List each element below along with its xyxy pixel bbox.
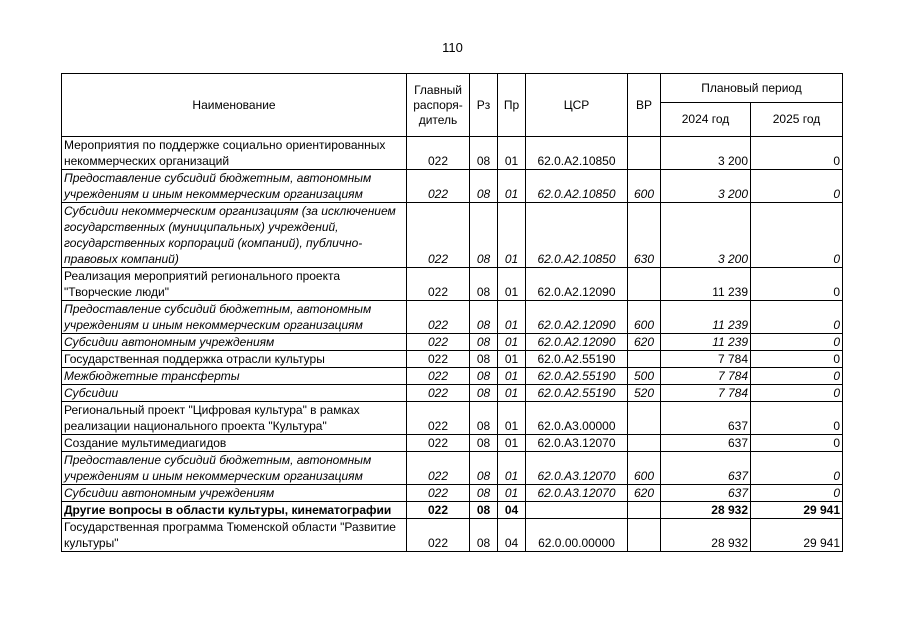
- cell-csr: 62.0.А2.12090: [526, 268, 628, 301]
- cell-rz: 08: [470, 334, 498, 351]
- cell-rz: 08: [470, 170, 498, 203]
- cell-pr: 01: [498, 368, 526, 385]
- cell-csr: 62.0.А2.12090: [526, 334, 628, 351]
- cell-admin: 022: [407, 385, 470, 402]
- cell-pr: 01: [498, 334, 526, 351]
- table-body: [62, 137, 843, 552]
- cell-2024: 7 784: [661, 368, 751, 385]
- cell-name: Субсидии автономным учреждениям: [62, 334, 407, 351]
- cell-2024: 637: [661, 402, 751, 435]
- cell-pr: 01: [498, 170, 526, 203]
- cell-pr: 01: [498, 203, 526, 268]
- cell-vr: [628, 502, 661, 519]
- table-row: [62, 368, 843, 385]
- cell-2024: 637: [661, 452, 751, 485]
- cell-admin: 022: [407, 402, 470, 435]
- cell-2024: 3 200: [661, 203, 751, 268]
- table-row: [62, 137, 843, 170]
- table-row: [62, 502, 843, 519]
- table-row: [62, 402, 843, 435]
- cell-2025: 0: [751, 301, 843, 334]
- cell-rz: 08: [470, 137, 498, 170]
- cell-2025: 0: [751, 452, 843, 485]
- cell-vr: [628, 435, 661, 452]
- cell-admin: 022: [407, 203, 470, 268]
- cell-name: Предоставление субсидий бюджетным, автономным учреждениям и иным некоммерческим организациям: [62, 301, 407, 334]
- cell-name: Предоставление субсидий бюджетным, автономным учреждениям и иным некоммерческим организациям: [62, 170, 407, 203]
- cell-rz: 08: [470, 519, 498, 552]
- cell-csr: 62.0.А2.10850: [526, 137, 628, 170]
- cell-pr: 01: [498, 485, 526, 502]
- cell-2025: 29 941: [751, 519, 843, 552]
- header-csr: ЦСР: [526, 74, 628, 137]
- cell-csr: 62.0.А2.10850: [526, 203, 628, 268]
- cell-csr: 62.0.А3.12070: [526, 452, 628, 485]
- cell-vr: [628, 137, 661, 170]
- cell-pr: 01: [498, 385, 526, 402]
- table-row: [62, 385, 843, 402]
- table-row: [62, 519, 843, 552]
- cell-admin: 022: [407, 519, 470, 552]
- cell-pr: 01: [498, 351, 526, 368]
- cell-name: Государственная программа Тюменской области "Развитие культуры": [62, 519, 407, 552]
- cell-vr: 600: [628, 452, 661, 485]
- cell-2025: 0: [751, 402, 843, 435]
- cell-csr: 62.0.А2.55190: [526, 351, 628, 368]
- cell-csr: 62.0.А3.12070: [526, 435, 628, 452]
- cell-rz: 08: [470, 385, 498, 402]
- cell-pr: 01: [498, 402, 526, 435]
- cell-admin: 022: [407, 334, 470, 351]
- cell-2024: 7 784: [661, 351, 751, 368]
- cell-admin: 022: [407, 368, 470, 385]
- cell-name: Создание мультимедиагидов: [62, 435, 407, 452]
- cell-pr: 01: [498, 268, 526, 301]
- cell-2024: 3 200: [661, 170, 751, 203]
- cell-rz: 08: [470, 368, 498, 385]
- table-row: [62, 301, 843, 334]
- cell-name: Субсидии автономным учреждениям: [62, 485, 407, 502]
- cell-rz: 08: [470, 485, 498, 502]
- cell-csr: 62.0.А3.00000: [526, 402, 628, 435]
- cell-pr: 01: [498, 435, 526, 452]
- cell-name: Реализация мероприятий регионального проекта "Творческие люди": [62, 268, 407, 301]
- header-admin: Главный распоря-дитель: [407, 74, 470, 137]
- cell-2024: 637: [661, 485, 751, 502]
- cell-vr: 500: [628, 368, 661, 385]
- cell-pr: 01: [498, 452, 526, 485]
- cell-name: Другие вопросы в области культуры, кинематографии: [62, 502, 407, 519]
- cell-2024: 3 200: [661, 137, 751, 170]
- cell-vr: 520: [628, 385, 661, 402]
- cell-2025: 0: [751, 268, 843, 301]
- header-plan-period: Плановый период: [661, 74, 843, 103]
- cell-vr: 620: [628, 485, 661, 502]
- cell-name: Предоставление субсидий бюджетным, автономным учреждениям и иным некоммерческим организациям: [62, 452, 407, 485]
- cell-csr: [526, 502, 628, 519]
- cell-admin: 022: [407, 452, 470, 485]
- table-row: [62, 452, 843, 485]
- cell-name: Субсидии: [62, 385, 407, 402]
- cell-pr: 01: [498, 137, 526, 170]
- cell-rz: 08: [470, 268, 498, 301]
- cell-2024: 7 784: [661, 385, 751, 402]
- cell-2024: 11 239: [661, 301, 751, 334]
- cell-pr: 04: [498, 519, 526, 552]
- cell-pr: 01: [498, 301, 526, 334]
- cell-admin: 022: [407, 351, 470, 368]
- cell-2024: 637: [661, 435, 751, 452]
- header-name: Наименование: [62, 74, 407, 137]
- cell-csr: 62.0.А2.10850: [526, 170, 628, 203]
- header-year-2024: 2024 год: [661, 103, 751, 137]
- cell-rz: 08: [470, 402, 498, 435]
- cell-pr: 04: [498, 502, 526, 519]
- cell-rz: 08: [470, 435, 498, 452]
- budget-table: [61, 73, 843, 552]
- cell-admin: 022: [407, 137, 470, 170]
- cell-vr: 600: [628, 301, 661, 334]
- cell-2025: 0: [751, 485, 843, 502]
- cell-2025: 29 941: [751, 502, 843, 519]
- cell-vr: [628, 519, 661, 552]
- cell-name: Региональный проект "Цифровая культура" в рамках реализации национального проекта "Культура": [62, 402, 407, 435]
- header-rz: Рз: [470, 74, 498, 137]
- cell-2025: 0: [751, 435, 843, 452]
- cell-admin: 022: [407, 435, 470, 452]
- header-year-2025: 2025 год: [751, 103, 843, 137]
- header-vr: ВР: [628, 74, 661, 137]
- cell-name: Государственная поддержка отрасли культуры: [62, 351, 407, 368]
- cell-2024: 11 239: [661, 334, 751, 351]
- cell-admin: 022: [407, 170, 470, 203]
- cell-2025: 0: [751, 137, 843, 170]
- cell-2025: 0: [751, 385, 843, 402]
- cell-csr: 62.0.А3.12070: [526, 485, 628, 502]
- cell-csr: 62.0.00.00000: [526, 519, 628, 552]
- cell-vr: 630: [628, 203, 661, 268]
- cell-vr: [628, 268, 661, 301]
- cell-2024: 11 239: [661, 268, 751, 301]
- cell-2024: 28 932: [661, 502, 751, 519]
- cell-2025: 0: [751, 203, 843, 268]
- table-row: [62, 334, 843, 351]
- cell-vr: 620: [628, 334, 661, 351]
- table-row: [62, 203, 843, 268]
- cell-2025: 0: [751, 368, 843, 385]
- cell-2025: 0: [751, 351, 843, 368]
- cell-csr: 62.0.А2.55190: [526, 368, 628, 385]
- cell-admin: 022: [407, 502, 470, 519]
- table-row: [62, 268, 843, 301]
- cell-csr: 62.0.А2.12090: [526, 301, 628, 334]
- cell-rz: 08: [470, 301, 498, 334]
- cell-rz: 08: [470, 203, 498, 268]
- cell-rz: 08: [470, 502, 498, 519]
- cell-admin: 022: [407, 268, 470, 301]
- cell-vr: [628, 351, 661, 368]
- cell-vr: 600: [628, 170, 661, 203]
- cell-csr: 62.0.А2.55190: [526, 385, 628, 402]
- cell-2025: 0: [751, 334, 843, 351]
- cell-rz: 08: [470, 452, 498, 485]
- cell-admin: 022: [407, 301, 470, 334]
- cell-vr: [628, 402, 661, 435]
- cell-rz: 08: [470, 351, 498, 368]
- cell-name: Межбюджетные трансферты: [62, 368, 407, 385]
- cell-name: Субсидии некоммерческим организациям (за исключением государственных (муниципальных) учреждений, государственных корпораций (компаний), публично-правовых компаний): [62, 203, 407, 268]
- page-number: 110: [442, 40, 463, 55]
- table-row: [62, 170, 843, 203]
- table-row: [62, 435, 843, 452]
- cell-2025: 0: [751, 170, 843, 203]
- header-pr: Пр: [498, 74, 526, 137]
- cell-2024: 28 932: [661, 519, 751, 552]
- table-row: [62, 485, 843, 502]
- cell-name: Мероприятия по поддержке социально ориентированных некоммерческих организаций: [62, 137, 407, 170]
- cell-admin: 022: [407, 485, 470, 502]
- table-row: [62, 351, 843, 368]
